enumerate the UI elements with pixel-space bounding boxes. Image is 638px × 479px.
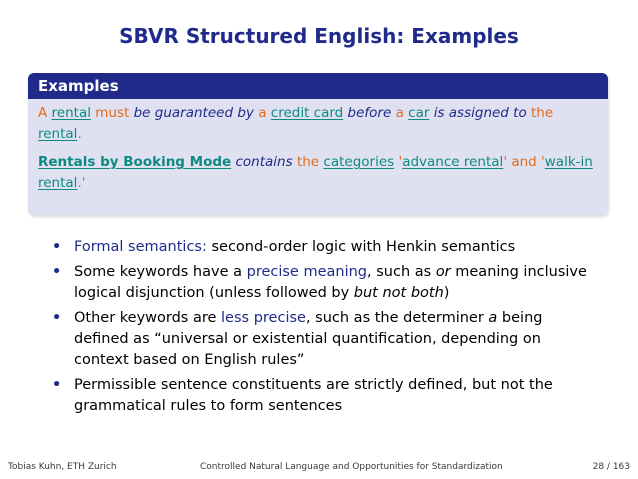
italic-text: but not both: [353, 285, 444, 301]
sbvr-keyword: ': [541, 154, 545, 170]
bullet-text: [74, 377, 553, 414]
bullet-list: [52, 237, 600, 421]
sbvr-keyword: ': [503, 154, 508, 170]
sbvr-keyword: A: [38, 105, 52, 121]
sbvr-term: advance rental: [402, 154, 504, 170]
italic-text: a: [488, 310, 498, 326]
sbvr-term: rental: [38, 126, 78, 142]
sbvr-keyword: must: [95, 105, 130, 121]
italic-text: or: [435, 264, 451, 280]
bullet-text: [74, 239, 515, 255]
bullet-item-less-precise-keywords: [52, 308, 600, 371]
bullet-item-precise-keywords: [52, 262, 600, 304]
bullet-item-sentence-constituents: [52, 375, 600, 417]
sbvr-keyword: a: [258, 105, 267, 121]
bullet-text: [74, 310, 542, 368]
emphasis-text: less precise: [221, 310, 306, 326]
sbvr-keyword: a: [395, 105, 404, 121]
footer-talk-title: Controlled Natural Language and Opportunities for Standardization: [200, 462, 503, 472]
sbvr-name: Rentals by Booking Mode: [38, 154, 232, 170]
example-categorization-paragraph: [38, 152, 598, 194]
sbvr-term: credit card: [270, 105, 344, 121]
sbvr-term: car: [408, 105, 430, 121]
emphasis-text: precise meaning: [246, 264, 368, 280]
sbvr-keyword: .': [77, 175, 86, 191]
sbvr-keyword: .: [77, 126, 82, 142]
sbvr-keyword: ': [398, 154, 403, 170]
sbvr-keyword: the: [296, 154, 320, 170]
bullet-dot-icon: •: [52, 264, 62, 280]
text-run: , such as: [367, 264, 436, 280]
sbvr-verb: is assigned to: [433, 105, 527, 121]
bullet-dot-icon: •: [52, 377, 62, 393]
text-run: meaning inclusive logical disjunction (unless followed by: [74, 264, 587, 301]
sbvr-verb: before: [347, 105, 392, 121]
block-header: Examples: [28, 73, 608, 99]
sbvr-term: walk-in rental: [38, 154, 593, 191]
text-run: second-order logic with Henkin semantics: [206, 239, 516, 255]
text-run: Some keywords have a: [74, 264, 247, 280]
sbvr-term: categories: [323, 154, 395, 170]
text-run: , such as the determiner: [305, 310, 489, 326]
sbvr-verb: contains: [235, 154, 293, 170]
text-run: ): [443, 285, 450, 301]
sbvr-keyword: the: [531, 105, 554, 121]
sbvr-verb: be guaranteed by: [133, 105, 254, 121]
footer-page-number: 28 / 163: [592, 462, 630, 472]
bullet-item-formal-semantics: [52, 237, 600, 258]
examples-block: [28, 73, 608, 215]
bullet-dot-icon: •: [52, 239, 62, 255]
text-run: being defined as “universal or existential quantification, depending on context based on English rules”: [74, 310, 543, 368]
example-rule-paragraph: [38, 103, 598, 145]
text-run: Permissible sentence constituents are strictly defined, but not the grammatical rules to form sentences: [74, 377, 553, 414]
bullet-text: [74, 264, 587, 301]
slide-title: SBVR Structured English: Examples: [119, 24, 519, 48]
emphasis-text: Formal semantics:: [74, 239, 207, 255]
footer-author: Tobias Kuhn, ETH Zurich: [8, 462, 117, 472]
bullet-dot-icon: •: [52, 310, 62, 326]
sbvr-term: rental: [51, 105, 91, 121]
sbvr-keyword: and: [511, 154, 537, 170]
block-body: [28, 99, 608, 194]
text-run: Other keywords are: [74, 310, 222, 326]
